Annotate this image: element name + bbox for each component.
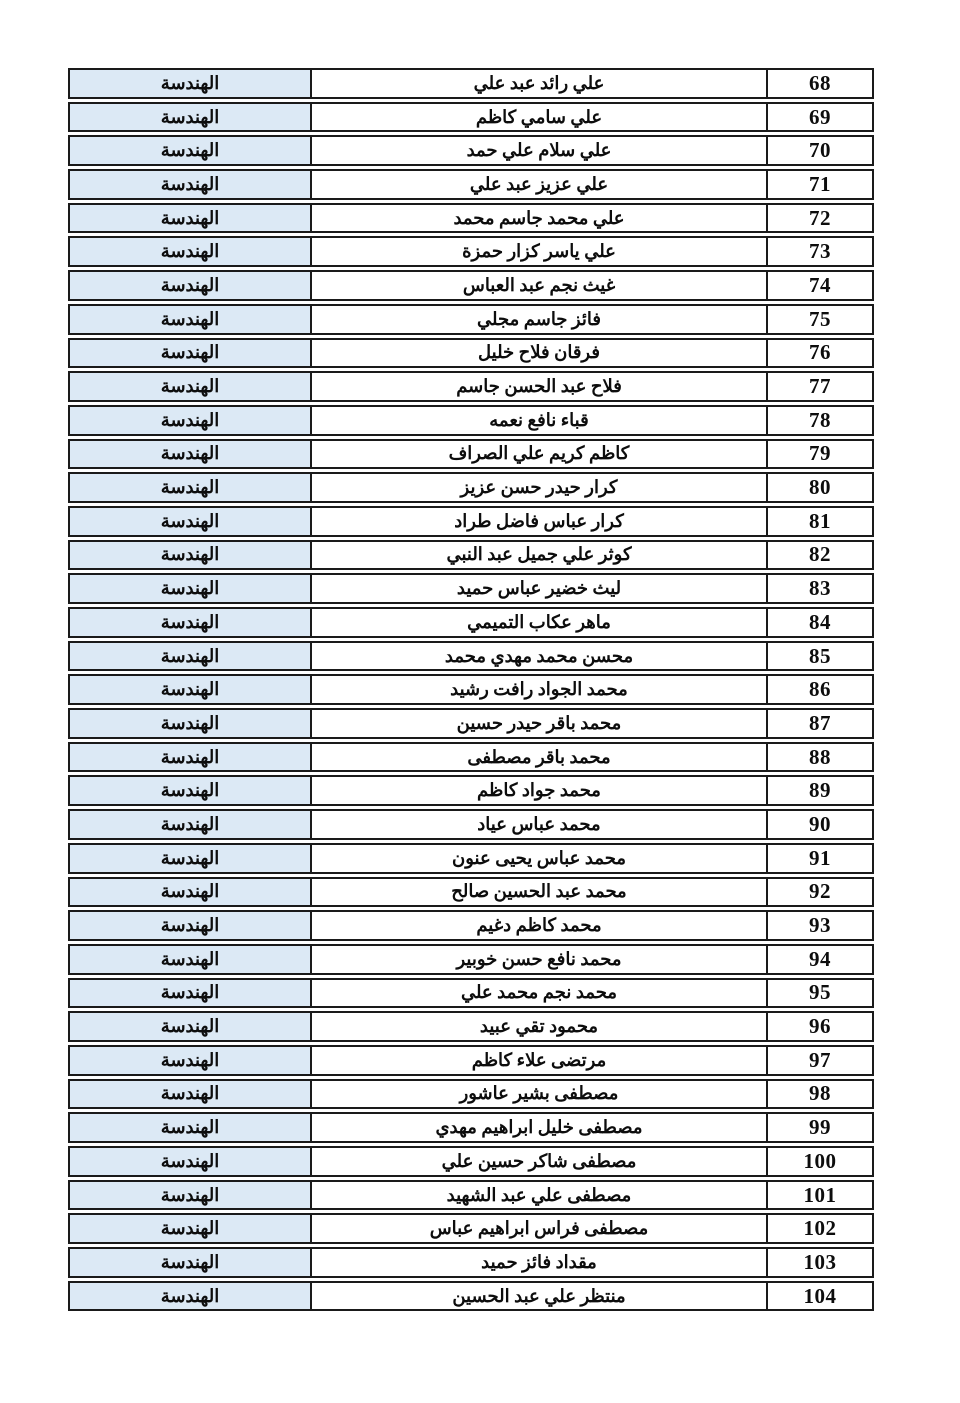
student-name-cell: قباء نافع نعمه <box>310 405 766 436</box>
table-row <box>68 1180 874 1211</box>
department-cell: الهندسة <box>68 910 310 941</box>
student-name-cell: محمد عبد الحسين صالح <box>310 877 766 908</box>
table-row <box>68 708 874 739</box>
row-number-cell: 88 <box>766 742 874 773</box>
table-row <box>68 1079 874 1110</box>
student-name-cell: كرار حيدر حسن عزيز <box>310 472 766 503</box>
student-name-cell: محمد جواد كاظم <box>310 775 766 806</box>
student-name-cell: علي عزيز عبد علي <box>310 169 766 200</box>
row-number-cell: 94 <box>766 944 874 975</box>
row-number-cell: 91 <box>766 843 874 874</box>
student-name-cell: محمد نافع حسن خوبير <box>310 944 766 975</box>
row-number-cell: 97 <box>766 1045 874 1076</box>
row-number-cell: 90 <box>766 809 874 840</box>
student-name-cell: علي ياسر كزار حمزة <box>310 236 766 267</box>
students-roster-table <box>68 65 874 1314</box>
row-number-cell: 92 <box>766 877 874 908</box>
table-row <box>68 1112 874 1143</box>
student-name-cell: مصطفى فراس ابراهيم عباس <box>310 1213 766 1244</box>
department-cell: الهندسة <box>68 674 310 705</box>
department-cell: الهندسة <box>68 304 310 335</box>
department-cell: الهندسة <box>68 236 310 267</box>
department-cell: الهندسة <box>68 775 310 806</box>
row-number-cell: 100 <box>766 1146 874 1177</box>
row-number-cell: 85 <box>766 641 874 672</box>
table-row <box>68 641 874 672</box>
student-name-cell: محمد باقر حيدر حسين <box>310 708 766 739</box>
table-row <box>68 236 874 267</box>
student-name-cell: محمد الجواد رافت رشيد <box>310 674 766 705</box>
row-number-cell: 84 <box>766 607 874 638</box>
student-name-cell: كوثر علي جميل عبد النبي <box>310 540 766 571</box>
row-number-cell: 77 <box>766 371 874 402</box>
table-row <box>68 304 874 335</box>
table-row <box>68 843 874 874</box>
student-name-cell: غيث نجم عبد العباس <box>310 270 766 301</box>
student-name-cell: كرار عباس فاضل طراد <box>310 506 766 537</box>
department-cell: الهندسة <box>68 135 310 166</box>
department-cell: الهندسة <box>68 68 310 99</box>
row-number-cell: 98 <box>766 1079 874 1110</box>
department-cell: الهندسة <box>68 371 310 402</box>
table-row <box>68 1011 874 1042</box>
student-name-cell: مرتضى علاء كاظم <box>310 1045 766 1076</box>
row-number-cell: 89 <box>766 775 874 806</box>
row-number-cell: 72 <box>766 203 874 234</box>
department-cell: الهندسة <box>68 607 310 638</box>
row-number-cell: 70 <box>766 135 874 166</box>
row-number-cell: 79 <box>766 439 874 470</box>
row-number-cell: 104 <box>766 1281 874 1312</box>
table-row <box>68 910 874 941</box>
student-name-cell: مصطفى بشير عاشور <box>310 1079 766 1110</box>
table-body <box>68 68 874 1311</box>
table-row <box>68 607 874 638</box>
row-number-cell: 96 <box>766 1011 874 1042</box>
row-number-cell: 69 <box>766 102 874 133</box>
table-row <box>68 405 874 436</box>
table-row <box>68 944 874 975</box>
table-row <box>68 1281 874 1312</box>
row-number-cell: 99 <box>766 1112 874 1143</box>
department-cell: الهندسة <box>68 1180 310 1211</box>
student-name-cell: محمد عباس عياد <box>310 809 766 840</box>
department-cell: الهندسة <box>68 472 310 503</box>
student-name-cell: محمد نجم محمد علي <box>310 978 766 1009</box>
table-row <box>68 674 874 705</box>
department-cell: الهندسة <box>68 405 310 436</box>
row-number-cell: 80 <box>766 472 874 503</box>
student-name-cell: محمد كاظم دغيم <box>310 910 766 941</box>
student-name-cell: فائز جاسم مجلي <box>310 304 766 335</box>
department-cell: الهندسة <box>68 1011 310 1042</box>
table-row <box>68 169 874 200</box>
table-row <box>68 1247 874 1278</box>
row-number-cell: 71 <box>766 169 874 200</box>
row-number-cell: 73 <box>766 236 874 267</box>
department-cell: الهندسة <box>68 1079 310 1110</box>
department-cell: الهندسة <box>68 1045 310 1076</box>
student-name-cell: علي سلام علي حمد <box>310 135 766 166</box>
department-cell: الهندسة <box>68 742 310 773</box>
row-number-cell: 103 <box>766 1247 874 1278</box>
student-name-cell: محمد باقر مصطفى <box>310 742 766 773</box>
department-cell: الهندسة <box>68 944 310 975</box>
row-number-cell: 102 <box>766 1213 874 1244</box>
row-number-cell: 83 <box>766 573 874 604</box>
department-cell: الهندسة <box>68 540 310 571</box>
department-cell: الهندسة <box>68 439 310 470</box>
table-row <box>68 1213 874 1244</box>
department-cell: الهندسة <box>68 1146 310 1177</box>
student-name-cell: علي رائد عبد علي <box>310 68 766 99</box>
row-number-cell: 82 <box>766 540 874 571</box>
student-name-cell: محمد عباس يحيى عنون <box>310 843 766 874</box>
row-number-cell: 75 <box>766 304 874 335</box>
row-number-cell: 68 <box>766 68 874 99</box>
department-cell: الهندسة <box>68 809 310 840</box>
student-name-cell: ماهر عكاب التميمي <box>310 607 766 638</box>
row-number-cell: 86 <box>766 674 874 705</box>
department-cell: الهندسة <box>68 1281 310 1312</box>
student-name-cell: فرقان فلاح خليل <box>310 338 766 369</box>
department-cell: الهندسة <box>68 843 310 874</box>
row-number-cell: 74 <box>766 270 874 301</box>
student-name-cell: علي سامي كاظم <box>310 102 766 133</box>
student-name-cell: مقداد فائز حميد <box>310 1247 766 1278</box>
row-number-cell: 78 <box>766 405 874 436</box>
table-row <box>68 540 874 571</box>
department-cell: الهندسة <box>68 1247 310 1278</box>
row-number-cell: 87 <box>766 708 874 739</box>
table-row <box>68 573 874 604</box>
table-row <box>68 809 874 840</box>
row-number-cell: 76 <box>766 338 874 369</box>
student-name-cell: محسن محمد مهدي محمد <box>310 641 766 672</box>
table-row <box>68 775 874 806</box>
department-cell: الهندسة <box>68 641 310 672</box>
department-cell: الهندسة <box>68 338 310 369</box>
student-name-cell: فلاح عبد الحسن جاسم <box>310 371 766 402</box>
department-cell: الهندسة <box>68 573 310 604</box>
student-name-cell: محمود تقي عبيد <box>310 1011 766 1042</box>
table-row <box>68 742 874 773</box>
student-name-cell: مصطفى شاكر حسين علي <box>310 1146 766 1177</box>
department-cell: الهندسة <box>68 102 310 133</box>
table-row <box>68 1146 874 1177</box>
student-name-cell: منتظر علي عبد الحسين <box>310 1281 766 1312</box>
student-name-cell: مصطفى علي عبد الشهيد <box>310 1180 766 1211</box>
department-cell: الهندسة <box>68 270 310 301</box>
row-number-cell: 101 <box>766 1180 874 1211</box>
table-row <box>68 338 874 369</box>
department-cell: الهندسة <box>68 1213 310 1244</box>
table-row <box>68 472 874 503</box>
table-row <box>68 203 874 234</box>
row-number-cell: 95 <box>766 978 874 1009</box>
table-row <box>68 978 874 1009</box>
table-row <box>68 877 874 908</box>
table-row <box>68 135 874 166</box>
table-row <box>68 1045 874 1076</box>
student-name-cell: مصطفى خليل ابراهيم مهدي <box>310 1112 766 1143</box>
student-name-cell: علي محمد جاسم محمد <box>310 203 766 234</box>
department-cell: الهندسة <box>68 708 310 739</box>
table-row <box>68 270 874 301</box>
department-cell: الهندسة <box>68 978 310 1009</box>
department-cell: الهندسة <box>68 203 310 234</box>
department-cell: الهندسة <box>68 169 310 200</box>
department-cell: الهندسة <box>68 877 310 908</box>
table-row <box>68 68 874 99</box>
table-row <box>68 506 874 537</box>
department-cell: الهندسة <box>68 1112 310 1143</box>
student-name-cell: كاظم كريم علي الصراف <box>310 439 766 470</box>
table-row <box>68 371 874 402</box>
row-number-cell: 81 <box>766 506 874 537</box>
row-number-cell: 93 <box>766 910 874 941</box>
department-cell: الهندسة <box>68 506 310 537</box>
student-name-cell: ليث خضير عباس حميد <box>310 573 766 604</box>
table-row <box>68 439 874 470</box>
table-row <box>68 102 874 133</box>
